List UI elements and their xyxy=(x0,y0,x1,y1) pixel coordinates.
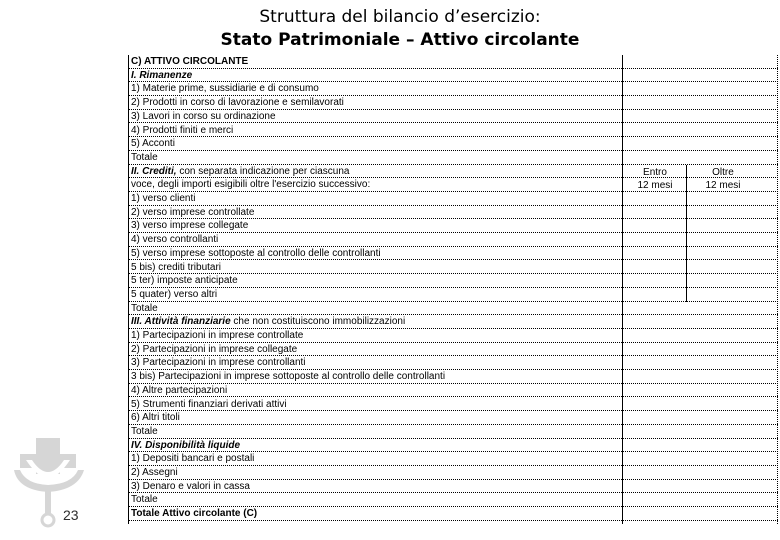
row-label xyxy=(131,165,349,178)
row-label: 3) Lavori in corso su ordinazione xyxy=(131,110,276,122)
table-left-border xyxy=(128,55,129,524)
row-label-text: che non costituiscono immobilizzazioni xyxy=(230,316,406,328)
table-row xyxy=(128,233,778,247)
row-label: 1) Materie prime, sussidiarie e di consumo xyxy=(131,83,319,95)
table-row xyxy=(128,137,778,151)
column-header-oltre: Oltre 12 mesi xyxy=(705,167,741,191)
table-row xyxy=(128,302,778,316)
table-row xyxy=(128,151,778,165)
row-label: 4) Prodotti finiti e merci xyxy=(131,124,234,136)
table-row xyxy=(128,219,778,233)
table-row xyxy=(128,356,778,370)
table-row xyxy=(128,274,778,288)
row-label: 4) Altre partecipazioni xyxy=(131,384,228,396)
row-label-bold: III. Attività finanziarie xyxy=(131,316,231,328)
table-row xyxy=(128,82,778,96)
row-label: 5 ter) imposte anticipate xyxy=(131,275,238,287)
row-label xyxy=(131,315,405,328)
table-row xyxy=(128,452,778,466)
table-row xyxy=(128,192,778,206)
table-right-border xyxy=(777,55,778,524)
table-row xyxy=(128,288,778,302)
row-label: Totale xyxy=(131,302,158,314)
row-label: 2) Prodotti in corso di lavorazione e semilavorati xyxy=(131,97,344,109)
balance-sheet-table xyxy=(128,55,778,524)
row-label: 2) Partecipazioni in imprese collegate xyxy=(131,343,298,355)
column-header-entro: Entro 12 mesi xyxy=(637,167,673,191)
row-label: 5) Acconti xyxy=(131,138,175,150)
table-row xyxy=(128,398,778,412)
slide-title: Struttura del bilancio d’esercizio: xyxy=(259,7,541,27)
table-row xyxy=(128,69,778,83)
table-row xyxy=(128,439,778,453)
table-row xyxy=(128,96,778,110)
row-label: Totale Attivo circolante (C) xyxy=(131,508,258,520)
row-label: 5 bis) crediti tributari xyxy=(131,261,222,273)
row-label: IV. Disponibilità liquide xyxy=(131,439,241,451)
table-row xyxy=(128,206,778,220)
row-label: 3 bis) Partecipazioni in imprese sottoposte al controllo delle controllanti xyxy=(131,371,446,383)
row-label: Totale xyxy=(131,151,158,163)
row-label: 2) Assegni xyxy=(131,467,178,478)
table-row xyxy=(128,315,778,329)
table-row xyxy=(128,466,778,480)
row-label: 3) verso imprese collegate xyxy=(131,220,249,232)
row-label: 2) verso imprese controllate xyxy=(131,206,255,218)
row-label: 1) Partecipazioni in imprese controllate xyxy=(131,330,304,341)
slide-subtitle: Stato Patrimoniale – Attivo circolante xyxy=(220,30,580,50)
table-row xyxy=(128,507,778,521)
row-label-text: con separata indicazione per ciascuna xyxy=(176,165,350,177)
table-row xyxy=(128,370,778,384)
table-row xyxy=(128,55,778,69)
row-label: voce, degli importi esigibili oltre l'esercizio successivo: xyxy=(131,179,371,191)
row-label: 4) verso controllanti xyxy=(131,234,219,246)
row-label: Totale xyxy=(131,494,158,506)
row-label: 3) Denaro e valori in cassa xyxy=(131,480,250,492)
table-row xyxy=(128,329,778,343)
table-row xyxy=(128,247,778,261)
row-label: 6) Altri titoli xyxy=(131,412,180,424)
row-label: 5 quater) verso altri xyxy=(131,288,218,300)
table-row xyxy=(128,110,778,124)
table-row xyxy=(128,261,778,275)
row-label-bold: II. Crediti, xyxy=(131,165,177,177)
table-row xyxy=(128,493,778,507)
table-row xyxy=(128,411,778,425)
row-label: C) ATTIVO CIRCOLANTE xyxy=(131,56,249,67)
row-label: 1) verso clienti xyxy=(131,193,196,204)
row-label: 3) Partecipazioni in imprese controllanti xyxy=(131,357,306,369)
row-label: I. Rimanenze xyxy=(131,69,193,81)
table-row xyxy=(128,480,778,494)
row-label: Totale xyxy=(131,425,158,437)
table-row xyxy=(128,425,778,439)
page-number: 23 xyxy=(63,507,79,523)
row-label: 1) Depositi bancari e postali xyxy=(131,453,255,465)
row-label: 5) Strumenti finanziari derivati attivi xyxy=(131,398,287,410)
table-row xyxy=(128,384,778,398)
row-label: 5) verso imprese sottoposte al controllo delle controllanti xyxy=(131,247,381,259)
table-row xyxy=(128,124,778,138)
table-row xyxy=(128,343,778,357)
